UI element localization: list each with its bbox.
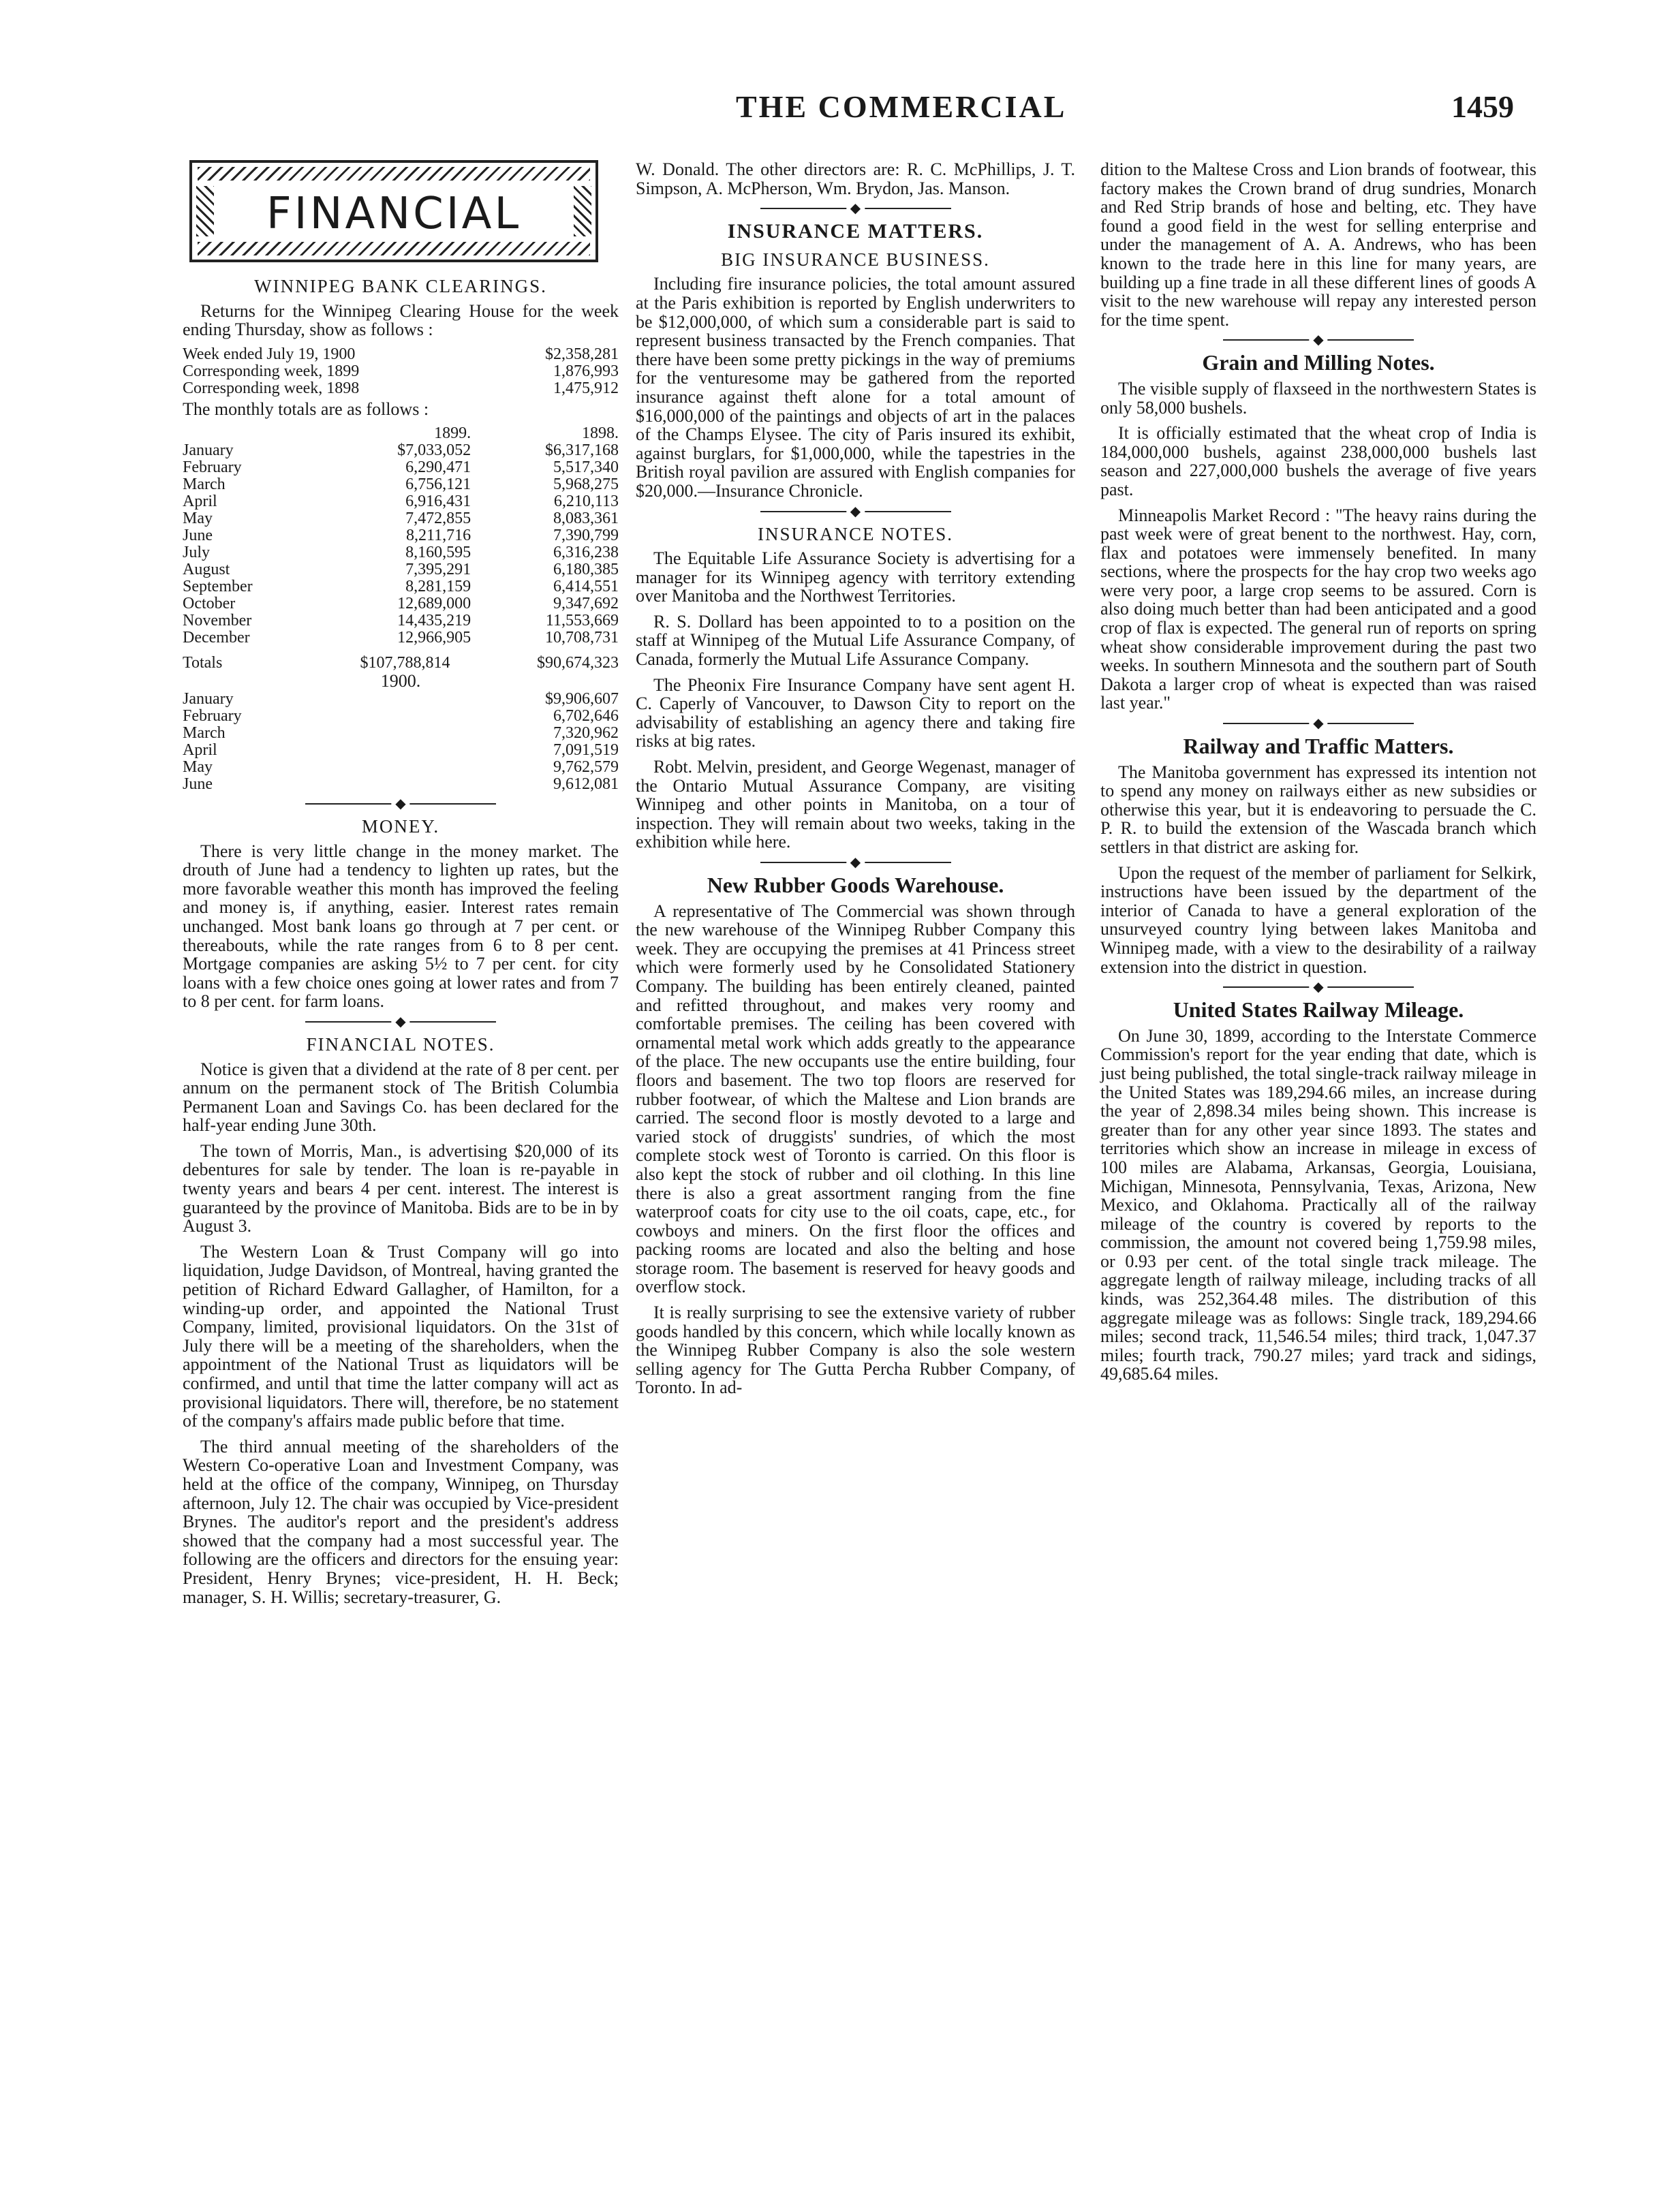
table-row [183,776,619,793]
value-cell: 10,708,731 [545,629,619,647]
value-cell: 6,702,646 [553,706,619,725]
month-cell: August [183,561,230,579]
section-divider [760,204,951,213]
value-cell: 11,553,669 [545,612,619,630]
banner-ornament-bottom [198,242,590,255]
insurance-text: Including fire insurance policies, the total amount assured at the Paris exhibition is reported by English underwriters to be $12,000,000, of which sum a considerable part is said to represent business transacted by the French companies. That there have been some pretty pickings in the way of premiums for the venturesome may be gathered from the reported insurance against theft alone for a total amount of $16,000,000 of the paintings and objects of art in the palaces of the Champs Elysee. The city of Paris insured its exhibit, against burglars, for $1,000,000, while the tapestries in the British royal pavilion are assured with English companies for $20,000.—Insurance Chronicle. [636,274,1075,501]
month-cell: May [183,758,213,776]
insurance-subheading: BIG INSURANCE BUSINESS. [721,249,990,270]
year-1900-label: 1900. [380,671,421,691]
table-row [183,759,619,776]
table-row [183,629,619,647]
financial-note: The town of Morris, Man., is advertising $20,000 of its debentures for sale by tender. The loan is re-payable in twenty years and bears 4 per cent. interest. The interest is guaranteed by the province of Manitoba. Bids are to be in by August 3. [183,1140,619,1236]
clearings-1900-table [183,691,619,793]
page-number: 1459 [1451,89,1514,124]
section-divider [1223,336,1414,344]
column-1 [183,160,619,1613]
month-cell: July [183,544,211,562]
value-cell: 12,689,000 [397,595,471,613]
directors-continued: W. Donald. The other directors are: R. C. McPhillips, J. T. Simpson, A. McPherson, Wm. Brydon, Jas. Manson. [636,159,1075,198]
weekly-clearings-table [183,346,619,397]
value-cell: $7,033,052 [397,441,471,460]
value-cell: 6,316,238 [553,544,619,562]
value-cell: 12,966,905 [397,629,471,647]
value-cell: 7,390,799 [553,527,619,545]
section-divider [305,1018,496,1026]
row-label: Corresponding week, 1899 [183,362,360,380]
month-cell: February [183,458,242,477]
year-header-1898: 1898. [582,424,619,443]
clearings-intro: Returns for the Winnipeg Clearing House for the week ending Thursday, show as follows : [183,300,619,340]
publication-title: THE COMMERCIAL [736,89,1067,124]
month-cell: November [183,612,252,630]
totals-row [183,655,619,672]
value-cell: 9,347,692 [553,595,619,613]
year-header-1899: 1899. [434,424,471,443]
value-cell: 5,517,340 [553,458,619,477]
banner-label: FINANCIAL [266,189,522,239]
value-cell: 8,083,361 [553,510,619,528]
table-row [183,595,619,612]
table-row [183,612,619,629]
month-cell: May [183,510,213,528]
table-row [183,363,619,380]
row-label: Corresponding week, 1898 [183,379,360,397]
page-header [0,89,1655,136]
insurance-heading: INSURANCE MATTERS. [727,220,984,243]
rubber-heading: New Rubber Goods Warehouse. [707,873,1004,897]
table-row [183,578,619,595]
month-cell: January [183,689,234,708]
row-label: Week ended July 19, 1900 [183,345,356,363]
rubber-paragraph: A representative of The Commercial was shown through the new warehouse of the Winnipeg Rubber Company this week. They are occupying the premises at 41 Princess street which were formerly used by he Consolidated Stationery Company. The building has been entirely cleaned, painted and refitted throughout, and makes very roomy and comfortable premises. The ceiling has been covered with ornamental metal work which adds greatly to the appearance of the place. The new occupants use the entire building, four floors and basement. The two top floors are reserved for rubber footwear, of which the Maltese and Lion brands are carried. The second floor is mostly devoted to a large and varied stock of druggists' sundries, of which the most complete stock west of Toronto is carried. On this floor is also kept the stock of rubber and oil clothing. In this line there is also a great assortment ranging from the fine waterproof coats for city use to the oil coats, cape, etc., for cowboys and miners. On the first floor the offices and packing rooms are located and also the belting and hose storage room. The basement is reserved for heavy goods and overflow stock. [636,901,1075,1297]
month-cell: December [183,629,250,647]
railway-paragraph: Upon the request of the member of parliament for Selkirk, instructions have been issued by the department of the interior of Canada to have a general exploration of the unsurveyed country lying between lakes Manitoba and Winnipeg made, with a view to the desirability of a railway extension into the district in question. [1100,862,1536,977]
financial-banner [189,160,598,262]
month-cell: June [183,527,213,545]
table-row [183,544,619,561]
totals-table [183,655,619,672]
table-row [183,346,619,363]
railway-paragraph: The Manitoba government has expressed its intention not to spend any money on railways either as new subsidies or otherwise this year, but it is endeavoring to persuade the C. P. R. to build the extension of the Wascada branch which settlers in that district are asking for. [1100,762,1536,857]
row-value: $2,358,281 [545,345,619,363]
banner-ornament-left [196,186,214,236]
value-cell: $9,906,607 [545,689,619,708]
month-cell: April [183,741,217,759]
financial-note: The third annual meeting of the shareholders of the Western Co-operative Loan and Investment Company, was held at the office of the company, Winnipeg, on Thursday afternoon, July 12. The chair was occupied by Vice-president Brynes. The auditor's report and the president's address showed that the company had a most successful year. The following are the officers and directors for the ensuing year: President, Henry Brynes; vice-president, H. H. Beck; manager, S. H. Willis; secretary-treasurer, G. [183,1436,619,1607]
value-cell: 6,210,113 [553,493,619,511]
table-row [183,742,619,759]
value-cell: 6,180,385 [553,561,619,579]
financial-note: The Western Loan & Trust Company will go into liquidation, Judge Davidson, of Montreal, having granted the petition of Richard Edward Gallagher, of Hamilton, for a winding-up order, and appointed the National Trust Company, limited, provisional liquidators. On the 31st of July there will be a meeting of the shareholders, when the appointment of the National Trust as liquidators will be confirmed, and until that time the latter company will act as provisional liquidators. There will, therefore, be no statement of the company's affairs made public before that time. [183,1241,619,1431]
money-text: There is very little change in the money market. The drouth of June had a tendency to lighten up rates, but the more favorable weather this month has improved the feeling and money is, if anything, easier. Interest rates remain unchanged. Most bank loans go through at 7 per cent. or thereabouts, while the rate ranges from 6 to 8 per cent. Mortgage companies are asking 5½ to 7 per cent. for city loans with a few choice ones going at lower rates and from 7 to 8 per cent. for farm loans. [183,841,619,1012]
financial-note: Notice is given that a dividend at the rate of 8 per cent. per annum on the permanent stock of The British Columbia Permanent Loan and Savings Co. has been declared for the half-year ending June 30th. [183,1059,619,1136]
monthly-intro: The monthly totals are as follows : [183,399,429,419]
value-cell: 6,916,431 [405,493,471,511]
month-cell: October [183,595,236,613]
mileage-heading: United States Railway Mileage. [1173,997,1464,1023]
value-cell: 6,414,551 [553,578,619,596]
insurance-note: R. S. Dollard has been appointed to to a position on the staff at Winnipeg of the Mutual Life Assurance Company, of Canada, formerly the Mutual Life Assurance Company. [636,611,1075,670]
month-cell: February [183,706,242,725]
column-3 [1100,160,1536,1390]
value-cell: 6,290,471 [405,458,471,477]
table-row [183,708,619,725]
table-row [183,459,619,476]
value-cell: 6,756,121 [405,476,471,494]
value-cell: 9,612,081 [553,775,619,793]
table-row [183,510,619,527]
table-row [183,442,619,459]
grain-paragraph: Minneapolis Market Record : "The heavy rains during the past week were of great benent to the northwest. Hay, corn, flax and potatoes were immensely benefited. In many sections, where the prospects for the hay crop two weeks ago were very poor, a large crop seems to be assured. Corn is also doing much better than had been anticipated and a good crop of flax is expected. The general run of reports on spring wheat show considerable improvement during the past two weeks. In southern Minnesota and the southern part of South Dakota a larger crop of wheat is expected than was raised last year." [1100,505,1536,713]
value-cell: 14,435,219 [397,612,471,630]
money-heading: MONEY. [361,815,440,837]
grain-heading: Grain and Milling Notes. [1202,350,1435,375]
banner-ornament-right [574,186,591,236]
value-cell: 8,211,716 [405,527,471,545]
totals-1898: $90,674,323 [537,654,619,672]
rubber-paragraph: It is really surprising to see the extensive variety of rubber goods handled by this concern, which while locally known as the Winnipeg Rubber Company is also the sole western selling agency for The Gutta Percha Rubber Company, of Toronto. In ad- [636,1303,1075,1398]
insurance-note: Robt. Melvin, president, and George Wegenast, manager of the Ontario Mutual Assurance Company, are visiting Winnipeg and other points in Manitoba, on a tour of inspection. They will remain about two weeks, taking in the exhibition while here. [636,757,1075,852]
table-header-row [183,425,619,442]
section-divider [1223,983,1414,991]
insurance-notes-heading: INSURANCE NOTES. [757,523,953,544]
month-cell: March [183,476,226,494]
totals-1899: $107,788,814 [360,654,450,672]
banner-ornament-top [198,167,590,181]
insurance-note: The Equitable Life Assurance Society is advertising for a manager for its Winnipeg agency with territory extending over Manitoba and the Northwest Territories. [636,548,1075,606]
section-divider [760,508,951,516]
insurance-note: The Pheonix Fire Insurance Company have sent agent H. C. Caperly of Vancouver, to Dawson City to report on the advisability of establishing an agency there and taking fire risks at big rates. [636,674,1075,751]
value-cell: 7,395,291 [405,561,471,579]
value-cell: 7,091,519 [553,741,619,759]
railway-heading: Railway and Traffic Matters. [1183,734,1454,759]
value-cell: 7,472,855 [405,510,471,528]
value-cell: 8,160,595 [405,544,471,562]
table-row [183,493,619,510]
column-2 [636,160,1075,1404]
clearings-heading: WINNIPEG BANK CLEARINGS. [254,276,547,296]
month-header [183,425,323,442]
section-divider [760,858,951,867]
section-divider [1223,719,1414,728]
row-value: 1,475,912 [553,379,619,397]
table-row [183,527,619,544]
mileage-text: On June 30, 1899, according to the Interstate Commerce Commission's report for the year ending that date, which is just being published, the total single-track railway mileage in the United States was 189,294.66 miles, an increase during the year of 2,898.34 miles being shown. This increase is greater than for any other year since 1893. The states and territories which show an increase in mileage in excess of 100 miles are Alabama, Arkansas, Georgia, Louisiana, Michigan, Minnesota, Pennsylvania, Texas, Arizona, New Mexico, and Oklahoma. Practically all of the railway mileage of the country is covered by reports to the commission, the amount not covered being 1,759.98 miles, or 0.93 per cent. of the total single track mileage. The aggregate length of railway mileage, including tracks of all kinds, was 252,364.48 miles. The distribution of this aggregate mileage was as follows: Single track, 189,294.66 miles; second track, 11,546.54 miles; third track, 1,047.37 miles; fourth track, 790.27 miles; yard track and sidings, 49,685.64 miles. [1100,1025,1536,1384]
financial-notes-heading: FINANCIAL NOTES. [306,1033,495,1055]
value-cell: 5,968,275 [553,476,619,494]
month-cell: January [183,441,234,460]
table-row [183,561,619,578]
table-row [183,725,619,742]
month-cell: June [183,775,213,793]
month-cell: April [183,493,217,511]
value-cell: 7,320,962 [553,723,619,742]
totals-label: Totals [183,654,223,672]
grain-paragraph: It is officially estimated that the wheat crop of India is 184,000,000 bushels, against 238,000,000 bushels last season and 227,000,000 bushels the average of five years past. [1100,423,1536,499]
month-cell: September [183,578,253,596]
rubber-continued: dition to the Maltese Cross and Lion brands of footwear, this factory makes the Crown brand of drug sundries, Monarch and Red Strip brands of hose and belting, etc. They have found a good field in the west for selling enterprise and under the management of A. A. Andrews, who has been known to the trade here in this line for many years, are building up a fine trade in all these different lines of goods A visit to the new warehouse will repay any interested person for the time spent. [1100,159,1536,330]
table-row [183,380,619,397]
row-value: 1,876,993 [553,362,619,380]
value-cell: 9,762,579 [553,758,619,776]
value-cell: 8,281,159 [405,578,471,596]
month-cell: March [183,723,226,742]
grain-paragraph: The visible supply of flaxseed in the northwestern States is only 58,000 bushels. [1100,378,1536,418]
table-row [183,476,619,493]
monthly-clearings-table [183,425,619,647]
section-divider [305,800,496,808]
table-row [183,691,619,708]
value-cell: $6,317,168 [545,441,619,460]
